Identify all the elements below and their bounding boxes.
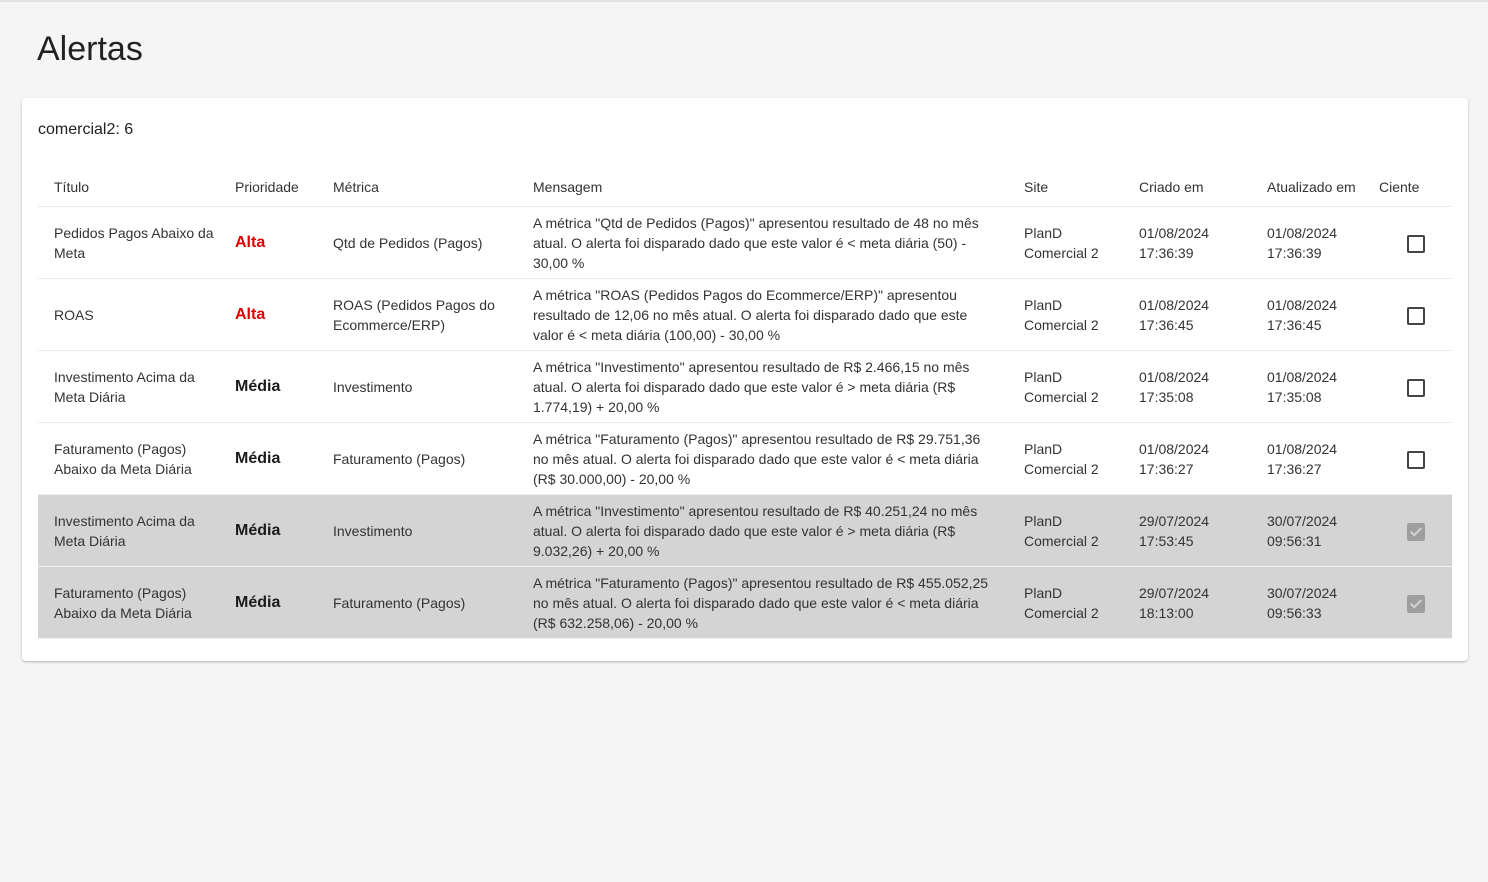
top-divider <box>0 0 1488 2</box>
cell-site: PlanD Comercial 2 <box>1008 207 1123 279</box>
cell-site: PlanD Comercial 2 <box>1008 279 1123 351</box>
header-mensagem[interactable]: Mensagem <box>517 168 1008 207</box>
header-prioridade[interactable]: Prioridade <box>219 168 317 207</box>
cell-titulo: Faturamento (Pagos) Abaixo da Meta Diária <box>38 423 219 495</box>
priority-badge: Média <box>219 423 317 495</box>
acknowledge-checkbox[interactable] <box>1407 379 1425 397</box>
header-site[interactable]: Site <box>1008 168 1123 207</box>
cell-atualizado: 01/08/2024 17:36:45 <box>1251 279 1379 351</box>
cell-titulo: Pedidos Pagos Abaixo da Meta <box>38 207 219 279</box>
cell-atualizado: 01/08/2024 17:35:08 <box>1251 351 1379 423</box>
acknowledge-checkbox[interactable] <box>1407 235 1425 253</box>
priority-badge: Média <box>219 351 317 423</box>
cell-metrica: Faturamento (Pagos) <box>317 423 517 495</box>
cell-mensagem: A métrica "Faturamento (Pagos)" apresentou resultado de R$ 455.052,25 no mês atual. O alerta foi disparado dado que este valor é < meta diária (R$ 632.258,06) - 20,00 % <box>517 567 1008 639</box>
page-title: Alertas <box>37 30 143 68</box>
cell-criado: 29/07/2024 18:13:00 <box>1123 567 1251 639</box>
cell-mensagem: A métrica "Faturamento (Pagos)" apresentou resultado de R$ 29.751,36 no mês atual. O alerta foi disparado dado que este valor é < meta diária (R$ 30.000,00) - 20,00 % <box>517 423 1008 495</box>
cell-titulo: Investimento Acima da Meta Diária <box>38 495 219 567</box>
cell-criado: 01/08/2024 17:36:27 <box>1123 423 1251 495</box>
user-label: comercial2: <box>38 121 120 138</box>
cell-ciente <box>1379 423 1452 495</box>
priority-badge: Média <box>219 495 317 567</box>
cell-criado: 01/08/2024 17:36:39 <box>1123 207 1251 279</box>
cell-ciente <box>1379 207 1452 279</box>
cell-titulo: Investimento Acima da Meta Diária <box>38 351 219 423</box>
alert-count: 6 <box>124 121 134 138</box>
cell-site: PlanD Comercial 2 <box>1008 567 1123 639</box>
cell-mensagem: A métrica "Qtd de Pedidos (Pagos)" apresentou resultado de 48 no mês atual. O alerta foi disparado dado que este valor é < meta diária (50) - 30,00 % <box>517 207 1008 279</box>
cell-titulo: ROAS <box>38 279 219 351</box>
cell-atualizado: 01/08/2024 17:36:27 <box>1251 423 1379 495</box>
cell-criado: 29/07/2024 17:53:45 <box>1123 495 1251 567</box>
cell-atualizado: 30/07/2024 09:56:33 <box>1251 567 1379 639</box>
header-atualizado[interactable]: Atualizado em <box>1251 168 1379 207</box>
cell-ciente <box>1379 351 1452 423</box>
table-row[interactable] <box>38 351 1452 423</box>
cell-metrica: Investimento <box>317 351 517 423</box>
priority-badge: Média <box>219 567 317 639</box>
alerts-card <box>22 98 1468 661</box>
cell-criado: 01/08/2024 17:35:08 <box>1123 351 1251 423</box>
acknowledged-checkbox[interactable] <box>1407 523 1425 541</box>
table-row[interactable] <box>38 207 1452 279</box>
header-metrica[interactable]: Métrica <box>317 168 517 207</box>
cell-titulo: Faturamento (Pagos) Abaixo da Meta Diária <box>38 567 219 639</box>
table-header-row <box>38 168 1452 207</box>
cell-metrica: Investimento <box>317 495 517 567</box>
table-row[interactable] <box>38 423 1452 495</box>
priority-badge: Alta <box>219 207 317 279</box>
priority-badge: Alta <box>219 279 317 351</box>
acknowledge-checkbox[interactable] <box>1407 451 1425 469</box>
cell-atualizado: 30/07/2024 09:56:31 <box>1251 495 1379 567</box>
user-alert-count <box>38 120 133 140</box>
header-ciente[interactable]: Ciente <box>1379 168 1452 207</box>
alerts-table <box>38 168 1452 639</box>
table-row[interactable] <box>38 567 1452 639</box>
cell-site: PlanD Comercial 2 <box>1008 495 1123 567</box>
header-titulo[interactable]: Título <box>38 168 219 207</box>
cell-metrica: Qtd de Pedidos (Pagos) <box>317 207 517 279</box>
cell-mensagem: A métrica "ROAS (Pedidos Pagos do Ecommerce/ERP)" apresentou resultado de 12,06 no mês atual. O alerta foi disparado dado que este valor é < meta diária (100,00) - 30,00 % <box>517 279 1008 351</box>
acknowledge-checkbox[interactable] <box>1407 307 1425 325</box>
header-criado[interactable]: Criado em <box>1123 168 1251 207</box>
table-row[interactable] <box>38 279 1452 351</box>
table-row[interactable] <box>38 495 1452 567</box>
cell-site: PlanD Comercial 2 <box>1008 423 1123 495</box>
cell-site: PlanD Comercial 2 <box>1008 351 1123 423</box>
cell-criado: 01/08/2024 17:36:45 <box>1123 279 1251 351</box>
cell-ciente <box>1379 567 1452 639</box>
alerts-table-body <box>38 207 1452 639</box>
cell-metrica: ROAS (Pedidos Pagos do Ecommerce/ERP) <box>317 279 517 351</box>
cell-mensagem: A métrica "Investimento" apresentou resultado de R$ 40.251,24 no mês atual. O alerta foi disparado dado que este valor é > meta diária (R$ 9.032,26) + 20,00 % <box>517 495 1008 567</box>
cell-mensagem: A métrica "Investimento" apresentou resultado de R$ 2.466,15 no mês atual. O alerta foi disparado dado que este valor é > meta diária (R$ 1.774,19) + 20,00 % <box>517 351 1008 423</box>
cell-metrica: Faturamento (Pagos) <box>317 567 517 639</box>
cell-ciente <box>1379 495 1452 567</box>
cell-atualizado: 01/08/2024 17:36:39 <box>1251 207 1379 279</box>
acknowledged-checkbox[interactable] <box>1407 595 1425 613</box>
cell-ciente <box>1379 279 1452 351</box>
